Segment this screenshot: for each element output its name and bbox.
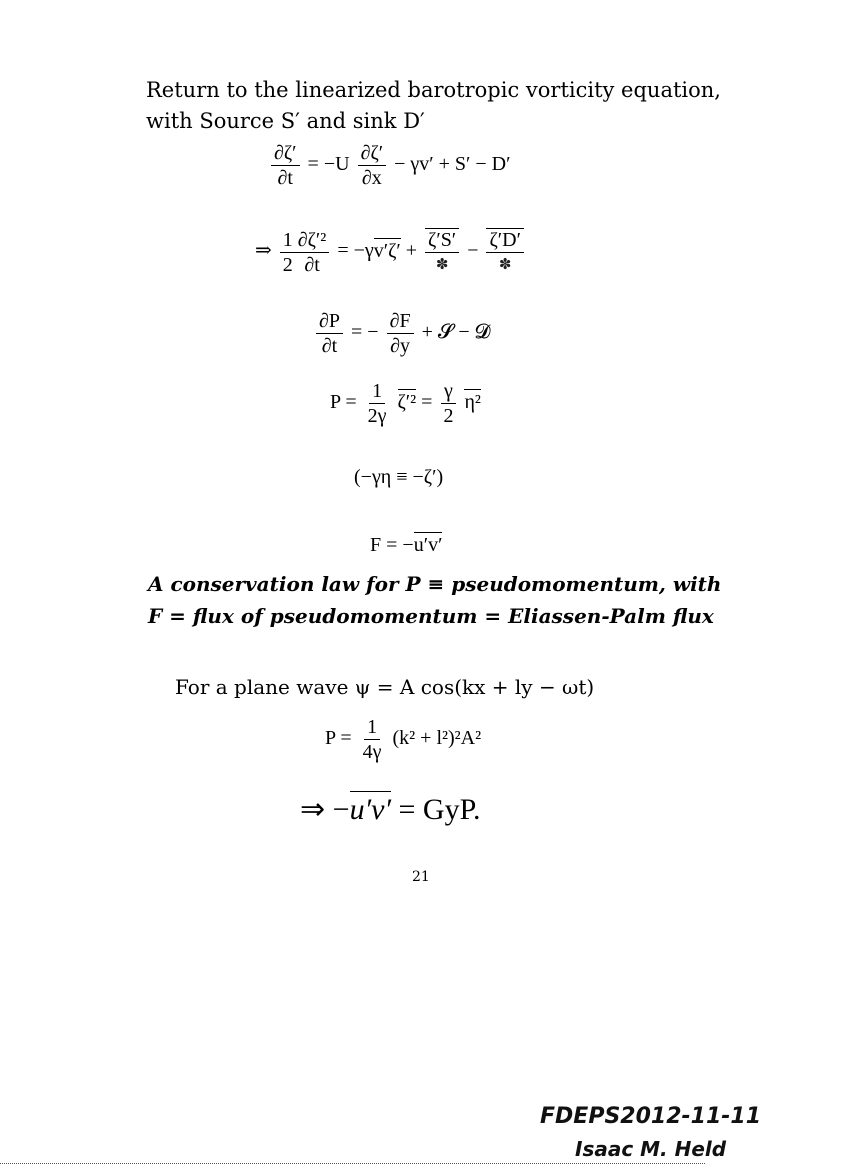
displacement-relation: (−γη ≡ −ζ′) [354, 466, 444, 488]
final-equation: ⇒ −u′v′ = GyP. [300, 793, 481, 826]
bottom-divider [0, 1163, 705, 1164]
flux-definition: F = −u′v′ [370, 534, 443, 556]
plane-wave-equation: P = $\frac{1}{4\gamma}$ (k² + l²)²A² [325, 716, 482, 763]
signature-line-2: Isaac M. Held [575, 1137, 727, 1161]
pseudomomentum-equation: $\frac{\partial P}{\partial t}$ = − $\frac{\partial F}{\partial y}$ + 𝓢 − 𝓓 [313, 310, 490, 357]
intro-line-1: Return to the linearized barotropic vorticity equation, [146, 78, 721, 102]
plane-wave-text: For a plane wave ψ = A cos(kx + ly − ωt) [175, 675, 595, 699]
conservation-line-2: F = flux of pseudomomentum = Eliassen-Palm flux [148, 604, 714, 628]
page-number: 21 [412, 869, 430, 885]
vorticity-equation: $\frac{\partial\zeta'}{\partial t}$ = −U $\frac{\partial\zeta'}{\partial x}$ − γv′ + S′ − D′ [268, 142, 510, 189]
intro-line-2: with Source S′ and sink D′ [146, 109, 425, 133]
conservation-line-1: A conservation law for P ≡ pseudomomentum, with [148, 572, 722, 596]
pseudomomentum-definition: P = $\frac{1}{2\gamma}$ ζ′² = $\frac{\gamma}{2}$ η² [330, 380, 481, 427]
smudge-mark: ✽ [435, 257, 449, 273]
smudge-mark: ✽ [498, 257, 512, 273]
signature-line-1: FDEPS2012-11-11 [540, 1104, 762, 1129]
enstrophy-equation: ⇒ $\frac{1}{2}$ $\frac{\text{∂ζ′²}}{\partial t}$ = −γv′ζ′ + $\frac{\zeta'S'}{✽}$ − $\frac{\zeta'D'}{✽}$ [255, 228, 527, 276]
